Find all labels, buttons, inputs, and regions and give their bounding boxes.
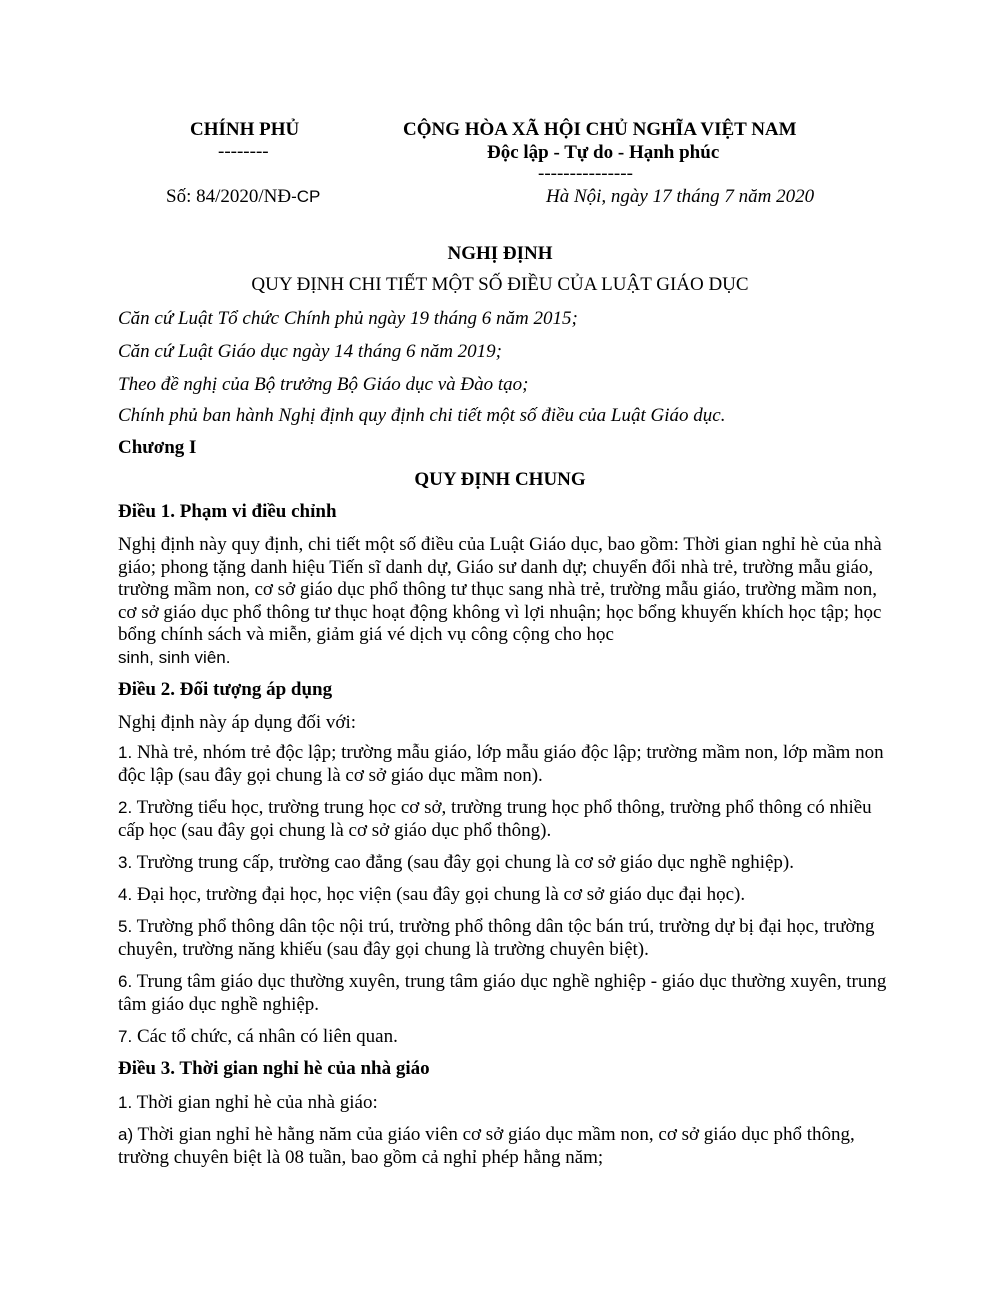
article-2-item xyxy=(118,852,888,875)
document-number xyxy=(166,186,320,208)
item-text: Các tổ chức, cá nhân có liên quan. xyxy=(132,1026,398,1047)
article-2-item xyxy=(118,1026,888,1049)
motto-divider: --------------- xyxy=(538,163,633,184)
chapter-title: QUY ĐỊNH CHUNG xyxy=(414,469,586,490)
article-2-item xyxy=(118,916,888,961)
article-1-body xyxy=(118,534,888,669)
item-number: 2. xyxy=(118,798,133,817)
issue-date: Hà Nội, ngày 17 tháng 7 năm 2020 xyxy=(546,186,815,207)
preamble-line: Căn cứ Luật Giáo dục ngày 14 tháng 6 năm 2019; xyxy=(118,341,503,362)
preamble-line: Chính phủ ban hành Nghị định quy định chi tiết một số điều của Luật Giáo dục. xyxy=(118,405,726,426)
item-text: Trung tâm giáo dục thường xuyên, trung tâm giáo dục nghề nghiệp - giáo dục thường xuyên, trung tâm giáo dục nghề nghiệp. xyxy=(118,971,887,1015)
item-text: Đại học, trường đại học, học viện (sau đây gọi chung là cơ sở giáo dục đại học). xyxy=(132,884,746,905)
item-number: 1. xyxy=(118,1093,133,1112)
item-number: 4. xyxy=(118,885,133,904)
article-2-item xyxy=(118,797,888,842)
national-title: CỘNG HÒA XÃ HỘI CHỦ NGHĨA VIỆT NAM xyxy=(403,119,797,140)
article-2-item xyxy=(118,742,888,787)
preamble-line: Căn cứ Luật Tổ chức Chính phủ ngày 19 tháng 6 năm 2015; xyxy=(118,308,578,329)
article-3-heading: Điều 3. Thời gian nghỉ hè của nhà giáo xyxy=(118,1058,430,1079)
article-2-intro: Nghị định này áp dụng đối với: xyxy=(118,712,357,733)
item-letter: a) xyxy=(118,1125,134,1144)
document-type: NGHỊ ĐỊNH xyxy=(447,243,553,264)
document-number-main: Số: 84/2020/NĐ xyxy=(166,186,292,207)
item-number: 5. xyxy=(118,917,133,936)
chapter-label: Chương I xyxy=(118,437,197,458)
preamble-line: Theo đề nghị của Bộ trưởng Bộ Giáo dục và Đào tạo; xyxy=(118,374,529,395)
article-3-subitem xyxy=(118,1124,888,1169)
item-text: Nhà trẻ, nhóm trẻ độc lập; trường mẫu giáo, lớp mẫu giáo độc lập; trường mầm non, lớp mầm non độc lập (sau đây gọi chung là cơ sở giáo dục mầm non). xyxy=(118,742,884,786)
item-number: 7. xyxy=(118,1027,133,1046)
item-text: Trường phổ thông dân tộc nội trú, trường phổ thông dân tộc bán trú, trường dự bị đại học, trường chuyên, trường năng khiếu (sau đây gọi chung là trường chuyên biệt). xyxy=(118,916,875,960)
item-number: 6. xyxy=(118,972,133,991)
article-2-heading: Điều 2. Đối tượng áp dụng xyxy=(118,679,333,700)
article-2-item xyxy=(118,971,888,1016)
issuing-authority: CHÍNH PHỦ xyxy=(190,119,300,140)
article-2-item xyxy=(118,884,888,907)
document-subject: QUY ĐỊNH CHI TIẾT MỘT SỐ ĐIỀU CỦA LUẬT GIÁO DỤC xyxy=(251,274,749,295)
national-motto: Độc lập - Tự do - Hạnh phúc xyxy=(487,142,720,163)
authority-divider: -------- xyxy=(218,141,269,162)
article-1-heading: Điều 1. Phạm vi điều chỉnh xyxy=(118,501,337,522)
article-1-text: Nghị định này quy định, chi tiết một số điều của Luật Giáo dục, bao gồm: Thời gian nghỉ hè của nhà giáo; phong tặng danh hiệu Tiến sĩ danh dự, Giáo sư danh dự; chuyển đổi nhà trẻ, trường mẫu giáo, trường mầm non, cơ sở giáo dục phổ thông tư thục sang nhà trẻ, trường mẫu giáo, trường mầm non, cơ sở giáo dục phổ thông tư thục hoạt động không vì lợi nhuận; học bổng khuyến khích học tập; học bổng chính sách và miễn, giảm giá vé dịch vụ công cộng cho học xyxy=(118,534,882,645)
article-3-item xyxy=(118,1092,888,1115)
document-number-suffix: -CP xyxy=(291,187,321,206)
item-number: 1. xyxy=(118,743,133,762)
item-text: Thời gian nghỉ hè của nhà giáo: xyxy=(132,1092,378,1113)
item-text: Trường trung cấp, trường cao đẳng (sau đây gọi chung là cơ sở giáo dục nghề nghiệp). xyxy=(132,852,794,873)
item-text: Trường tiểu học, trường trung học cơ sở, trường trung học phổ thông, trường phổ thông có nhiều cấp học (sau đây gọi chung là cơ sở giáo dục phổ thông). xyxy=(118,797,872,841)
article-1-text-tail: sinh, sinh viên. xyxy=(118,647,231,667)
item-text: Thời gian nghỉ hè hằng năm của giáo viên cơ sở giáo dục mầm non, cơ sở giáo dục phổ thông, trường chuyên biệt là 08 tuần, bao gồm cả nghỉ phép hằng năm; xyxy=(118,1124,855,1168)
item-number: 3. xyxy=(118,853,133,872)
